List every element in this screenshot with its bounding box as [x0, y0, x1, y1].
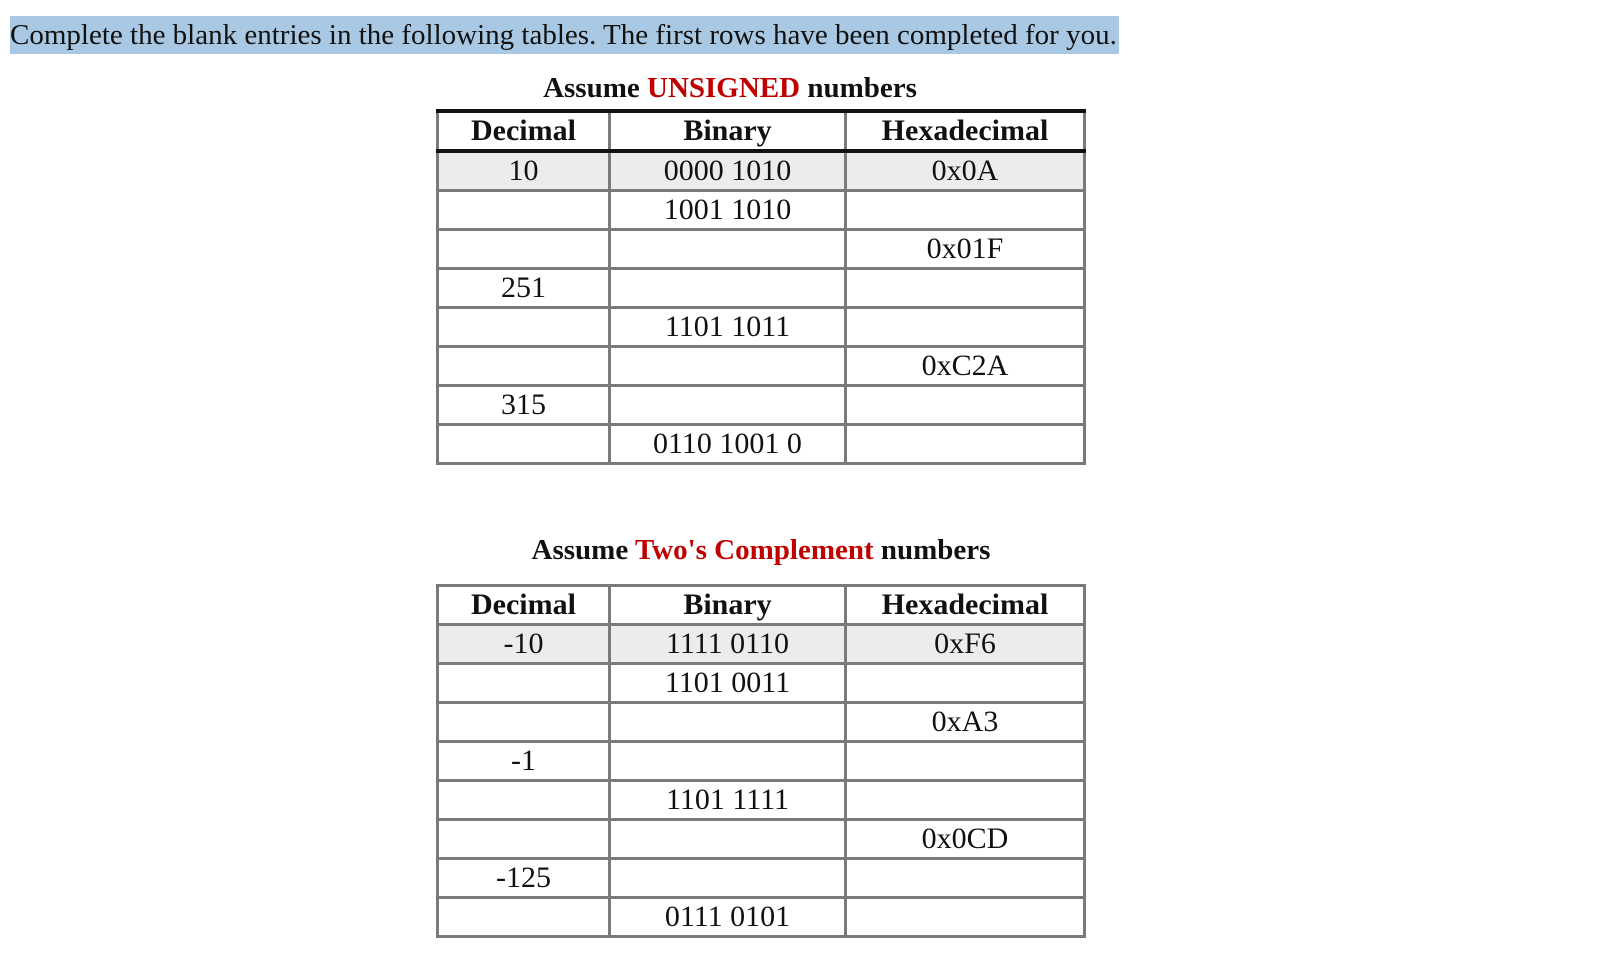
table-row — [438, 898, 1085, 937]
hex-cell: 0x01F — [846, 230, 1085, 269]
binary-header: Binary — [610, 586, 846, 625]
binary-cell: 1101 0011 — [610, 664, 846, 703]
decimal-cell: -10 — [438, 625, 610, 664]
unsigned-title-highlight: UNSIGNED — [647, 72, 801, 104]
table-row — [438, 347, 1085, 386]
twos-complement-conversion-table — [436, 584, 1086, 938]
binary-cell[interactable] — [610, 820, 846, 859]
table-row — [438, 859, 1085, 898]
instruction-text: Complete the blank entries in the following tables. The first rows have been completed for you. — [10, 16, 1119, 54]
binary-cell: 1101 1011 — [610, 308, 846, 347]
twos-table-title — [436, 534, 1086, 567]
decimal-cell: 315 — [438, 386, 610, 425]
binary-cell[interactable] — [610, 347, 846, 386]
table-row — [438, 781, 1085, 820]
binary-cell[interactable] — [610, 269, 846, 308]
table-row — [438, 308, 1085, 347]
binary-cell[interactable] — [610, 386, 846, 425]
table-row — [438, 191, 1085, 230]
hex-cell: 0x0CD — [846, 820, 1085, 859]
binary-cell[interactable] — [610, 742, 846, 781]
decimal-cell[interactable] — [438, 703, 610, 742]
unsigned-header-row — [438, 111, 1085, 151]
binary-cell[interactable] — [610, 230, 846, 269]
decimal-cell[interactable] — [438, 898, 610, 937]
unsigned-table-title — [405, 72, 1055, 105]
decimal-cell: 251 — [438, 269, 610, 308]
hex-cell[interactable] — [846, 664, 1085, 703]
binary-cell: 1001 1010 — [610, 191, 846, 230]
decimal-cell[interactable] — [438, 820, 610, 859]
hex-cell[interactable] — [846, 742, 1085, 781]
decimal-cell[interactable] — [438, 347, 610, 386]
twos-title-suffix: numbers — [880, 534, 991, 566]
hex-cell[interactable] — [846, 308, 1085, 347]
table-row — [438, 151, 1085, 191]
decimal-header: Decimal — [438, 111, 610, 151]
unsigned-title-prefix: Assume — [543, 72, 640, 104]
table-row — [438, 664, 1085, 703]
decimal-cell[interactable] — [438, 308, 610, 347]
table-row — [438, 820, 1085, 859]
hex-cell: 0xC2A — [846, 347, 1085, 386]
decimal-cell[interactable] — [438, 664, 610, 703]
table-row — [438, 425, 1085, 464]
hexadecimal-header: Hexadecimal — [846, 586, 1085, 625]
table-row — [438, 625, 1085, 664]
hex-cell: 0xA3 — [846, 703, 1085, 742]
decimal-cell[interactable] — [438, 191, 610, 230]
decimal-header: Decimal — [438, 586, 610, 625]
binary-cell: 1101 1111 — [610, 781, 846, 820]
binary-cell: 0111 0101 — [610, 898, 846, 937]
table-row — [438, 230, 1085, 269]
hex-cell[interactable] — [846, 859, 1085, 898]
hex-cell[interactable] — [846, 269, 1085, 308]
binary-cell[interactable] — [610, 859, 846, 898]
table-row — [438, 703, 1085, 742]
binary-cell: 1111 0110 — [610, 625, 846, 664]
table-row — [438, 269, 1085, 308]
twos-title-highlight: Two's Complement — [634, 534, 874, 566]
binary-cell: 0110 1001 0 — [610, 425, 846, 464]
hex-cell: 0xF6 — [846, 625, 1085, 664]
twos-title-prefix: Assume — [531, 534, 629, 566]
decimal-cell[interactable] — [438, 425, 610, 464]
unsigned-conversion-table — [436, 109, 1086, 465]
decimal-cell[interactable] — [438, 781, 610, 820]
binary-cell[interactable] — [610, 703, 846, 742]
hex-cell: 0x0A — [846, 151, 1085, 191]
hex-cell[interactable] — [846, 386, 1085, 425]
hexadecimal-header: Hexadecimal — [846, 111, 1085, 151]
table-row — [438, 742, 1085, 781]
hex-cell[interactable] — [846, 191, 1085, 230]
decimal-cell[interactable] — [438, 230, 610, 269]
binary-header: Binary — [610, 111, 846, 151]
table-row — [438, 386, 1085, 425]
twos-header-row — [438, 586, 1085, 625]
hex-cell[interactable] — [846, 425, 1085, 464]
decimal-cell: -125 — [438, 859, 610, 898]
unsigned-title-suffix: numbers — [807, 72, 917, 104]
hex-cell[interactable] — [846, 781, 1085, 820]
decimal-cell: 10 — [438, 151, 610, 191]
binary-cell: 0000 1010 — [610, 151, 846, 191]
hex-cell[interactable] — [846, 898, 1085, 937]
decimal-cell: -1 — [438, 742, 610, 781]
